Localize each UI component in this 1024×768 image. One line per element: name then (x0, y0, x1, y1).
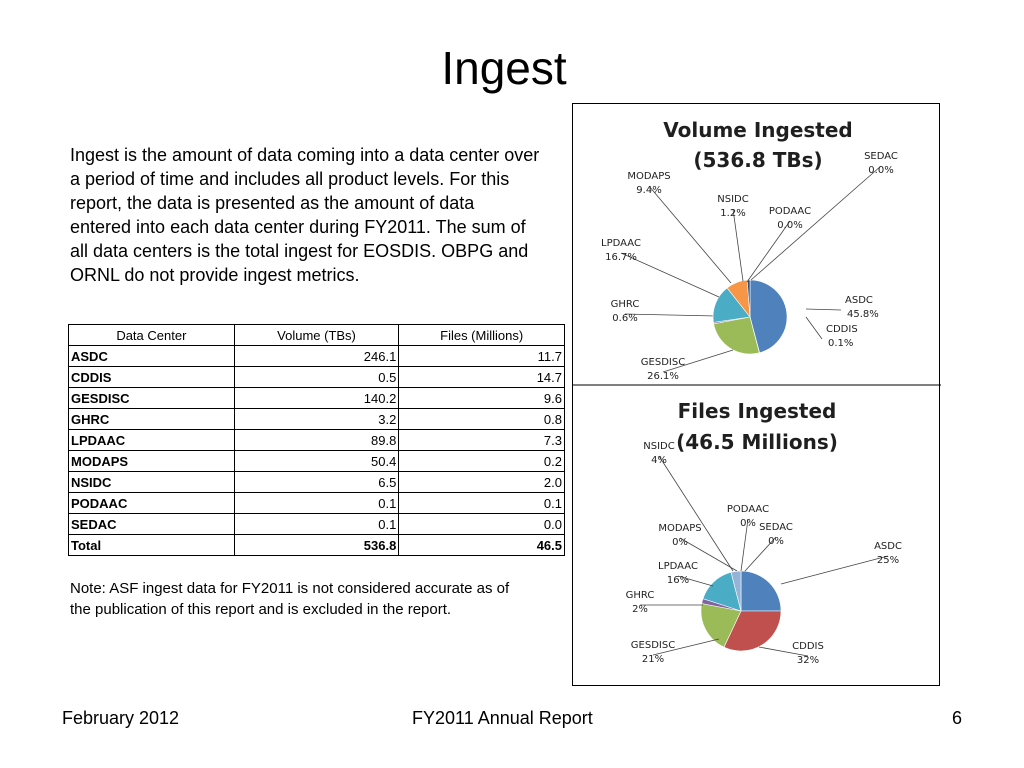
row-volume: 0.5 (234, 367, 399, 388)
chart1-leader-nsidc (733, 209, 743, 281)
row-files: 7.3 (399, 430, 565, 451)
chart1-label-ghrc: GHRC (610, 299, 640, 310)
chart1-pct-podaac: 0.0% (777, 220, 803, 231)
chart1-pct-lpdaac: 16.7% (605, 252, 637, 263)
chart1-pct-modaps: 9.4% (636, 185, 662, 196)
note-text: Note: ASF ingest data for FY2011 is not considered accurate as of the publication of this report and is excluded in the report. (70, 580, 510, 618)
chart2-pct-nsidc: 4% (651, 455, 667, 466)
row-volume: 3.2 (234, 409, 399, 430)
chart2-pct-gesdisc: 21% (641, 654, 665, 665)
table-row (69, 346, 565, 367)
pie-charts (573, 104, 941, 687)
chart1-pct-cddis: 0.1% (828, 338, 854, 349)
row-center: CDDIS (69, 367, 235, 388)
chart1-label-asdc: ASDC (845, 295, 873, 306)
chart2-label-ghrc: GHRC (625, 590, 655, 601)
chart2-pct-ghrc: 2% (632, 604, 648, 615)
row-files: 0.8 (399, 409, 565, 430)
table-row (69, 388, 565, 409)
row-volume: 6.5 (234, 472, 399, 493)
total-label: Total (69, 535, 235, 556)
row-center: NSIDC (69, 472, 235, 493)
table-row (69, 493, 565, 514)
row-center: SEDAC (69, 514, 235, 535)
row-center: ASDC (69, 346, 235, 367)
row-volume: 89.8 (234, 430, 399, 451)
chart1-label-sedac: SEDAC (864, 151, 898, 162)
row-volume: 50.4 (234, 451, 399, 472)
table-row (69, 430, 565, 451)
header-files: Files (Millions) (399, 325, 565, 346)
chart1-pct-ghrc: 0.6% (612, 313, 638, 324)
chart1-label-nsidc: NSIDC (717, 194, 749, 205)
row-files: 0.0 (399, 514, 565, 535)
chart2-leader-nsidc (659, 456, 733, 571)
row-center: MODAPS (69, 451, 235, 472)
chart2-pct-asdc: 25% (876, 555, 900, 566)
chart2-label-asdc: ASDC (874, 541, 902, 552)
row-files: 0.2 (399, 451, 565, 472)
chart2-subtitle: (46.5 Millions) (676, 430, 838, 454)
row-center: GESDISC (69, 388, 235, 409)
row-volume: 140.2 (234, 388, 399, 409)
row-center: LPDAAC (69, 430, 235, 451)
chart2-pct-cddis: 32% (796, 655, 820, 666)
row-volume: 0.1 (234, 493, 399, 514)
chart2-label-sedac: SEDAC (759, 522, 793, 533)
chart1-leader-cddis (806, 317, 822, 339)
row-files: 0.1 (399, 493, 565, 514)
table-row (69, 451, 565, 472)
row-volume: 0.1 (234, 514, 399, 535)
row-files: 14.7 (399, 367, 565, 388)
table-row (69, 367, 565, 388)
chart2-label-modaps: MODAPS (658, 523, 702, 534)
charts-panel (572, 103, 940, 686)
chart2-pct-podaac: 0% (740, 518, 756, 529)
intro-paragraph: Ingest is the amount of data coming into a data center over a period of time and includes all product levels. For this report, the data is presented as the amount of data entered into each data center during FY2011. The sum of all data centers is the total ingest for EOSDIS. OBPG and ORNL do not provide ingest metrics. (70, 145, 540, 285)
chart1-label-gesdisc: GESDISC (640, 357, 686, 368)
total-files: 46.5 (399, 535, 565, 556)
chart1-label-lpdaac: LPDAAC (601, 238, 641, 249)
chart2-pct-lpdaac: 16% (666, 575, 690, 586)
ingest-table (68, 324, 565, 556)
chart2-pct-modaps: 0% (672, 537, 688, 548)
chart1-pct-sedac: 0.0% (868, 165, 894, 176)
chart1-pct-asdc: 45.8% (847, 309, 879, 320)
table-row (69, 472, 565, 493)
chart2-leader-asdc (781, 556, 888, 584)
row-center: GHRC (69, 409, 235, 430)
row-volume: 246.1 (234, 346, 399, 367)
table-header-row (69, 325, 565, 346)
row-files: 11.7 (399, 346, 565, 367)
chart1-label-podaac: PODAAC (768, 206, 812, 217)
chart1-label-modaps: MODAPS (627, 171, 671, 182)
table-row (69, 409, 565, 430)
chart2-label-nsidc: NSIDC (643, 441, 675, 452)
table-total-row (69, 535, 565, 556)
chart1-pct-nsidc: 1.2% (720, 208, 746, 219)
chart1-subtitle: (536.8 TBs) (693, 148, 823, 172)
footer-report-name: FY2011 Annual Report (412, 708, 593, 728)
table-row (69, 514, 565, 535)
header-volume: Volume (TBs) (234, 325, 399, 346)
chart2-label-cddis: CDDIS (792, 641, 824, 652)
chart2-title: Files Ingested (677, 399, 837, 423)
page-number: 6 (952, 708, 963, 728)
chart2-label-gesdisc: GESDISC (630, 640, 676, 651)
chart1-pct-gesdisc: 26.1% (647, 371, 679, 382)
chart1-label-cddis: CDDIS (826, 324, 858, 335)
chart2-label-podaac: PODAAC (726, 504, 770, 515)
chart1-leader-sedac (751, 166, 881, 280)
chart1-leader-asdc (806, 309, 841, 310)
row-center: PODAAC (69, 493, 235, 514)
chart1-leader-ghrc (625, 314, 717, 316)
total-volume: 536.8 (234, 535, 399, 556)
chart2-slice-asdc (741, 571, 781, 611)
slide-title: Ingest (441, 42, 567, 94)
row-files: 2.0 (399, 472, 565, 493)
chart1-title: Volume Ingested (663, 118, 853, 142)
header-data-center: Data Center (69, 325, 235, 346)
footer-date: February 2012 (62, 708, 180, 728)
row-files: 9.6 (399, 388, 565, 409)
chart2-label-lpdaac: LPDAAC (658, 561, 698, 572)
chart2-pct-sedac: 0% (768, 536, 784, 547)
